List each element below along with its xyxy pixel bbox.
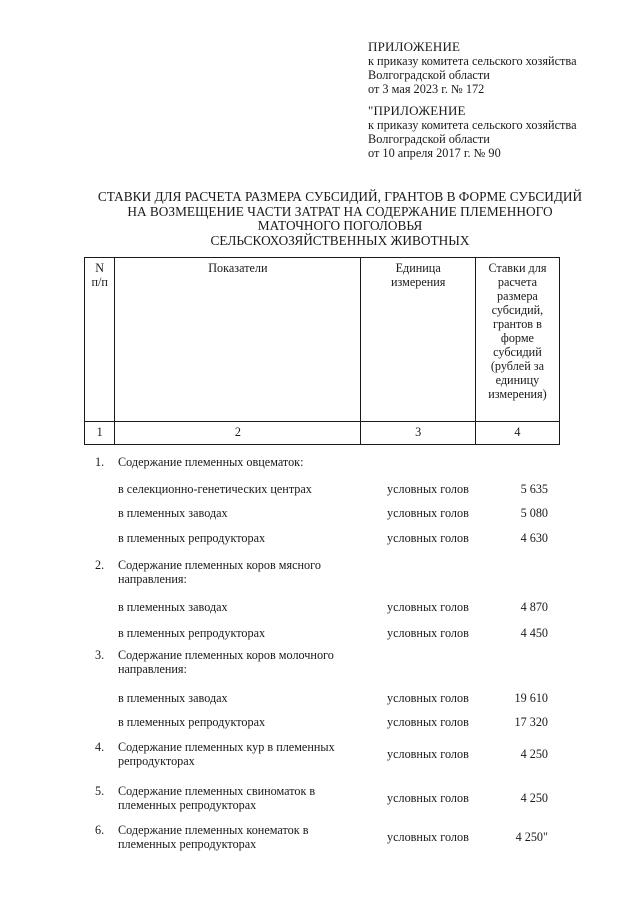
row-number: 6. [95, 823, 105, 837]
appendix-line: Волгоградской области [368, 68, 490, 82]
row-unit: условных голов [387, 482, 469, 496]
row-number: 3. [95, 648, 105, 662]
row-rate: 4 250" [515, 830, 548, 844]
row-number: 1. [95, 455, 105, 469]
header-cell-number: N п/п [85, 258, 115, 422]
row-unit: условных голов [387, 747, 469, 761]
row-indicator: Содержание племенных кур в племенных репродукторах [118, 740, 335, 768]
header-cell-indicators: Показатели [115, 258, 361, 422]
row-unit: условных голов [387, 506, 469, 520]
row-unit: условных голов [387, 626, 469, 640]
column-number: 2 [115, 422, 361, 445]
column-number-row [85, 422, 560, 445]
appendix-block-original [368, 104, 630, 160]
row-indicator: в племенных репродукторах [118, 531, 266, 545]
document-title [40, 190, 640, 248]
row-indicator: в племенных заводах [118, 506, 228, 520]
header-row [85, 258, 560, 422]
title-line: СТАВКИ ДЛЯ РАСЧЕТА РАЗМЕРА СУБСИДИЙ, ГРАНТОВ В ФОРМЕ СУБСИДИЙ [97, 189, 583, 204]
row-indicator: в племенных репродукторах [118, 715, 266, 729]
row-unit: условных голов [387, 791, 469, 805]
row-indicator: в селекционно-генетических центрах [118, 482, 312, 496]
column-number: 4 [475, 422, 559, 445]
column-number: 1 [85, 422, 115, 445]
appendix-heading: "ПРИЛОЖЕНИЕ [368, 103, 466, 118]
row-indicator: в племенных репродукторах [118, 626, 266, 640]
appendix-line: от 10 апреля 2017 г. № 90 [368, 146, 501, 160]
row-rate: 17 320 [514, 715, 548, 729]
header-cell-rates: Ставки для расчета размера субсидий, грантов в форме субсидий (рублей за единицу измерения) [475, 258, 559, 422]
row-unit: условных голов [387, 715, 469, 729]
row-unit: условных голов [387, 600, 469, 614]
row-indicator: в племенных заводах [118, 691, 228, 705]
row-unit: условных голов [387, 830, 469, 844]
row-unit: условных голов [387, 531, 469, 545]
appendix-block-current [368, 40, 630, 96]
row-rate: 19 610 [514, 691, 548, 705]
row-rate: 4 630 [520, 531, 548, 545]
row-indicator: Содержание племенных овцематок: [118, 455, 304, 469]
row-rate: 4 250 [520, 791, 548, 805]
appendix-line: Волгоградской области [368, 132, 490, 146]
appendix-line: от 3 мая 2023 г. № 172 [368, 82, 485, 96]
row-indicator: Содержание племенных свиноматок в племенных репродукторах [118, 784, 316, 812]
row-rate: 4 450 [520, 626, 548, 640]
row-number: 2. [95, 558, 105, 572]
row-number: 5. [95, 784, 105, 798]
row-unit: условных голов [387, 691, 469, 705]
row-rate: 5 635 [520, 482, 548, 496]
column-number: 3 [361, 422, 475, 445]
appendix-line: к приказу комитета сельского хозяйства [368, 54, 577, 68]
row-indicator: Содержание племенных коров молочного направления: [118, 648, 334, 676]
title-line: МАТОЧНОГО ПОГОЛОВЬЯ [257, 218, 423, 234]
appendix-heading: ПРИЛОЖЕНИЕ [368, 39, 461, 54]
row-indicator: в племенных заводах [118, 600, 228, 614]
rates-table-header [84, 257, 560, 445]
header-cell-unit: Единица измерения [361, 258, 475, 422]
title-line: НА ВОЗМЕЩЕНИЕ ЧАСТИ ЗАТРАТ НА СОДЕРЖАНИЕ ПЛЕМЕННОГО [127, 203, 553, 219]
row-rate: 4 250 [520, 747, 548, 761]
row-number: 4. [95, 740, 105, 754]
row-rate: 5 080 [520, 506, 548, 520]
row-indicator: Содержание племенных конематок в племенных репродукторах [118, 823, 309, 851]
appendix-line: к приказу комитета сельского хозяйства [368, 118, 577, 132]
title-line: СЕЛЬСКОХОЗЯЙСТВЕННЫХ ЖИВОТНЫХ [210, 232, 470, 248]
row-indicator: Содержание племенных коров мясного направления: [118, 558, 321, 586]
row-rate: 4 870 [520, 600, 548, 614]
